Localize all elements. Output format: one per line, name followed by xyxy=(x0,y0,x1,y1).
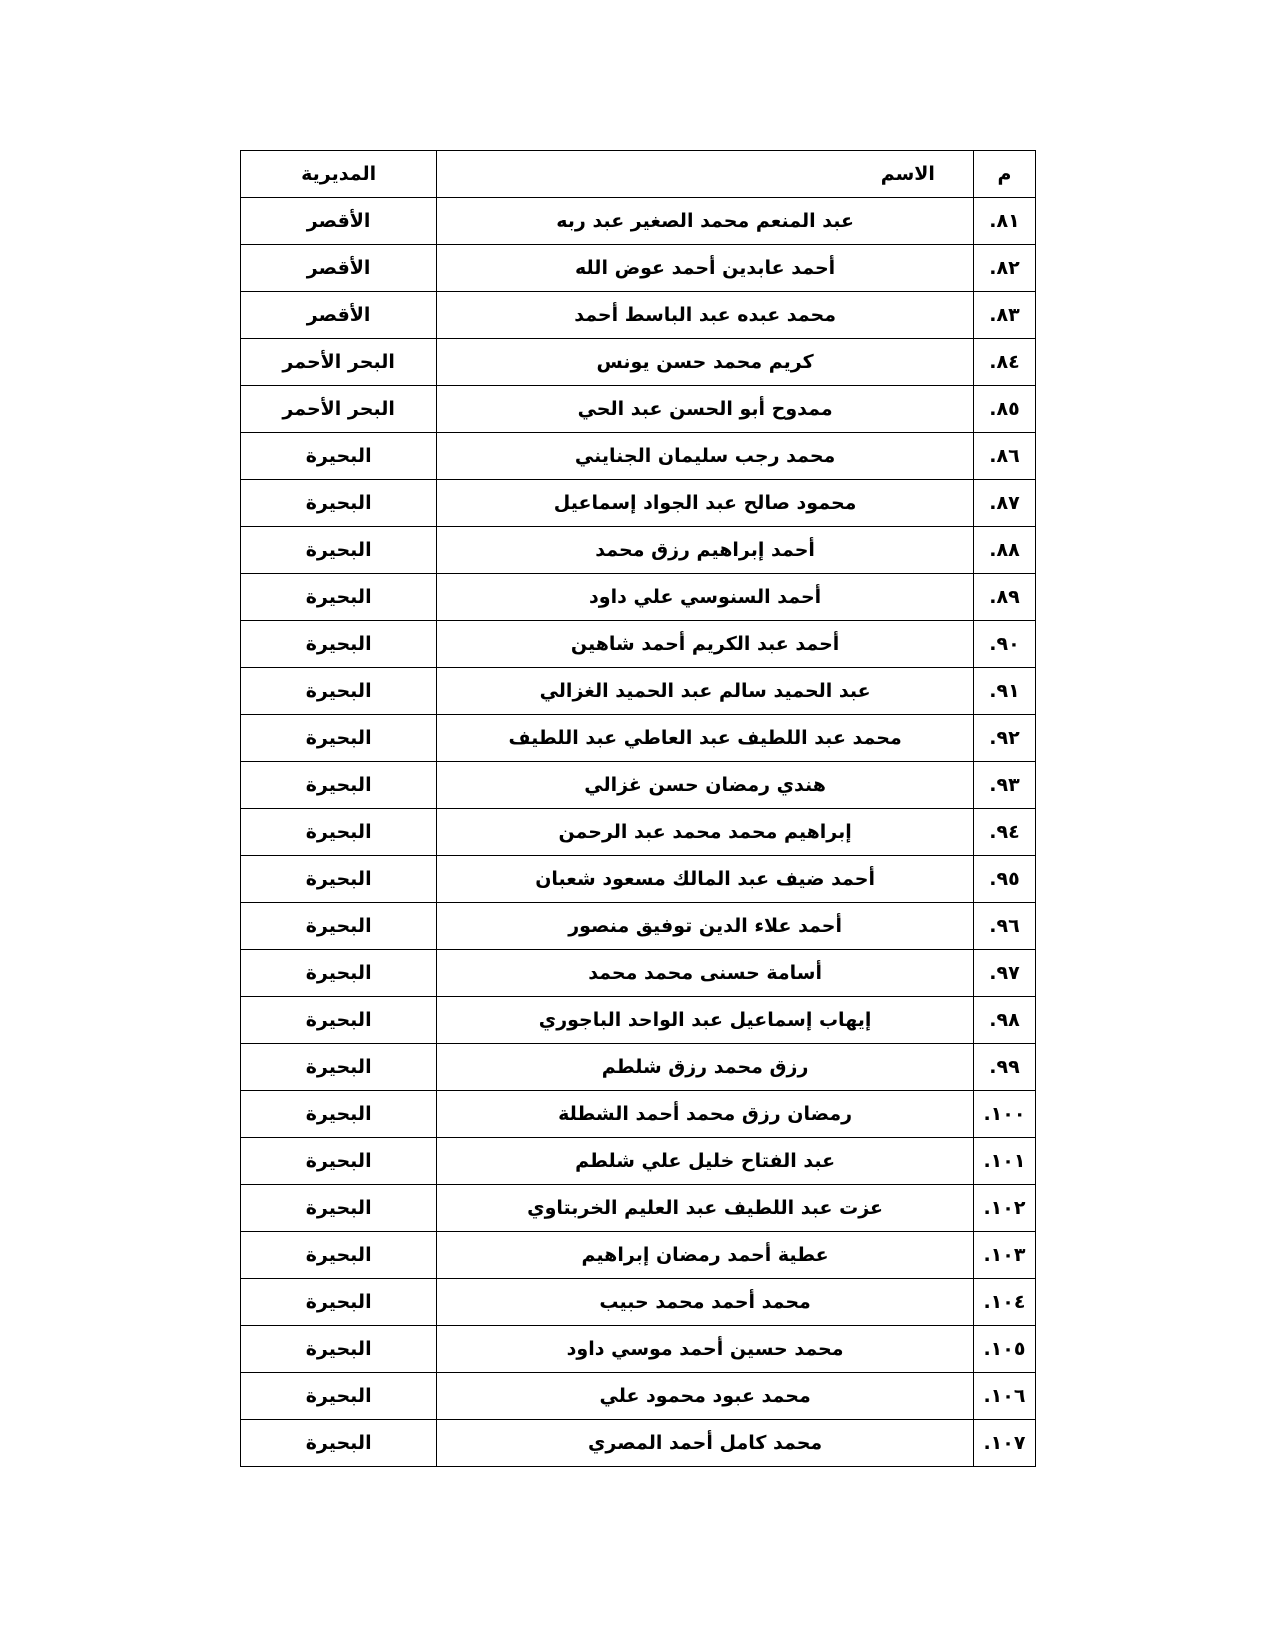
header-row xyxy=(241,151,1036,198)
table-row xyxy=(241,386,1036,433)
table-row xyxy=(241,762,1036,809)
person-name: عبد الحميد سالم عبد الحميد الغزالي xyxy=(437,668,974,715)
person-name: محمد عبود محمود علي xyxy=(437,1373,974,1420)
person-name: إبراهيم محمد محمد عبد الرحمن xyxy=(437,809,974,856)
person-name: محمد عبده عبد الباسط أحمد xyxy=(437,292,974,339)
header-directorate: المديرية xyxy=(241,151,437,198)
row-number: ٨٨. xyxy=(973,527,1035,574)
directorate-name: الأقصر xyxy=(241,245,437,292)
row-number: ٩١. xyxy=(973,668,1035,715)
directorate-name: البحيرة xyxy=(241,668,437,715)
directorate-name: البحيرة xyxy=(241,1044,437,1091)
directorate-name: البحيرة xyxy=(241,715,437,762)
header-name: الاسم xyxy=(437,151,974,198)
table-row xyxy=(241,1138,1036,1185)
table-header xyxy=(241,151,1036,198)
row-number: ٩٨. xyxy=(973,997,1035,1044)
person-name: محمد كامل أحمد المصري xyxy=(437,1420,974,1467)
table-row xyxy=(241,1420,1036,1467)
row-number: ٨٢. xyxy=(973,245,1035,292)
directorate-name: البحيرة xyxy=(241,1091,437,1138)
row-number: ٨٤. xyxy=(973,339,1035,386)
person-name: عبد المنعم محمد الصغير عبد ربه xyxy=(437,198,974,245)
person-name: هندي رمضان حسن غزالي xyxy=(437,762,974,809)
row-number: ١٠٤. xyxy=(973,1279,1035,1326)
directorate-name: البحيرة xyxy=(241,762,437,809)
row-number: ١٠٥. xyxy=(973,1326,1035,1373)
table-row xyxy=(241,997,1036,1044)
row-number: ٩٦. xyxy=(973,903,1035,950)
table-row xyxy=(241,480,1036,527)
directorate-name: البحيرة xyxy=(241,480,437,527)
person-name: كريم محمد حسن يونس xyxy=(437,339,974,386)
person-name: أحمد السنوسي علي داود xyxy=(437,574,974,621)
directorate-name: البحيرة xyxy=(241,527,437,574)
row-number: ٨٧. xyxy=(973,480,1035,527)
person-name: رزق محمد رزق شلطم xyxy=(437,1044,974,1091)
directorate-name: البحيرة xyxy=(241,1185,437,1232)
person-name: محمد رجب سليمان الجنايني xyxy=(437,433,974,480)
row-number: ١٠٣. xyxy=(973,1232,1035,1279)
row-number: ٩٧. xyxy=(973,950,1035,997)
directorate-name: البحيرة xyxy=(241,950,437,997)
directorate-name: البحيرة xyxy=(241,997,437,1044)
directorate-name: البحيرة xyxy=(241,574,437,621)
person-name: محمود صالح عبد الجواد إسماعيل xyxy=(437,480,974,527)
person-name: أحمد عابدين أحمد عوض الله xyxy=(437,245,974,292)
directorate-name: البحيرة xyxy=(241,1420,437,1467)
table-row xyxy=(241,856,1036,903)
person-name: عزت عبد اللطيف عبد العليم الخربتاوي xyxy=(437,1185,974,1232)
table-row xyxy=(241,715,1036,762)
person-name: أحمد عبد الكريم أحمد شاهين xyxy=(437,621,974,668)
row-number: ٩٩. xyxy=(973,1044,1035,1091)
person-name: عبد الفتاح خليل علي شلطم xyxy=(437,1138,974,1185)
row-number: ٨٣. xyxy=(973,292,1035,339)
table-row xyxy=(241,1279,1036,1326)
person-name: أحمد إبراهيم رزق محمد xyxy=(437,527,974,574)
table-row xyxy=(241,245,1036,292)
row-number: ١٠٦. xyxy=(973,1373,1035,1420)
person-name: أحمد علاء الدين توفيق منصور xyxy=(437,903,974,950)
table-row xyxy=(241,574,1036,621)
directorate-name: البحيرة xyxy=(241,1326,437,1373)
table-row xyxy=(241,339,1036,386)
directorate-name: البحر الأحمر xyxy=(241,339,437,386)
table-row xyxy=(241,433,1036,480)
directorate-name: البحيرة xyxy=(241,433,437,480)
directorate-name: البحيرة xyxy=(241,809,437,856)
names-table xyxy=(240,150,1036,1467)
table-row xyxy=(241,903,1036,950)
table-row xyxy=(241,668,1036,715)
directorate-name: الأقصر xyxy=(241,292,437,339)
directorate-name: البحيرة xyxy=(241,1138,437,1185)
row-number: ١٠٠. xyxy=(973,1091,1035,1138)
person-name: عطية أحمد رمضان إبراهيم xyxy=(437,1232,974,1279)
table-row xyxy=(241,1373,1036,1420)
directorate-name: البحيرة xyxy=(241,856,437,903)
header-number: م xyxy=(973,151,1035,198)
person-name: أحمد ضيف عبد المالك مسعود شعبان xyxy=(437,856,974,903)
table-row xyxy=(241,1185,1036,1232)
person-name: ممدوح أبو الحسن عبد الحي xyxy=(437,386,974,433)
table-row xyxy=(241,950,1036,997)
person-name: محمد أحمد محمد حبيب xyxy=(437,1279,974,1326)
table-body xyxy=(241,198,1036,1467)
table-row xyxy=(241,198,1036,245)
directorate-name: البحر الأحمر xyxy=(241,386,437,433)
row-number: ١٠١. xyxy=(973,1138,1035,1185)
row-number: ١٠٢. xyxy=(973,1185,1035,1232)
table-row xyxy=(241,1044,1036,1091)
table-row xyxy=(241,1232,1036,1279)
directorate-name: البحيرة xyxy=(241,621,437,668)
table-row xyxy=(241,1091,1036,1138)
row-number: ٩٠. xyxy=(973,621,1035,668)
row-number: ٨٩. xyxy=(973,574,1035,621)
row-number: ١٠٧. xyxy=(973,1420,1035,1467)
person-name: أسامة حسنى محمد محمد xyxy=(437,950,974,997)
row-number: ٨٦. xyxy=(973,433,1035,480)
row-number: ٩٢. xyxy=(973,715,1035,762)
person-name: رمضان رزق محمد أحمد الشطلة xyxy=(437,1091,974,1138)
person-name: محمد عبد اللطيف عبد العاطي عبد اللطيف xyxy=(437,715,974,762)
table-row xyxy=(241,809,1036,856)
directorate-name: البحيرة xyxy=(241,1232,437,1279)
table-row xyxy=(241,621,1036,668)
row-number: ٩٥. xyxy=(973,856,1035,903)
row-number: ٩٣. xyxy=(973,762,1035,809)
row-number: ٩٤. xyxy=(973,809,1035,856)
person-name: محمد حسين أحمد موسي داود xyxy=(437,1326,974,1373)
row-number: ٨٥. xyxy=(973,386,1035,433)
directorate-name: البحيرة xyxy=(241,903,437,950)
table-row xyxy=(241,1326,1036,1373)
table-row xyxy=(241,527,1036,574)
table-row xyxy=(241,292,1036,339)
directorate-name: البحيرة xyxy=(241,1373,437,1420)
row-number: ٨١. xyxy=(973,198,1035,245)
directorate-name: البحيرة xyxy=(241,1279,437,1326)
directorate-name: الأقصر xyxy=(241,198,437,245)
person-name: إيهاب إسماعيل عبد الواحد الباجوري xyxy=(437,997,974,1044)
